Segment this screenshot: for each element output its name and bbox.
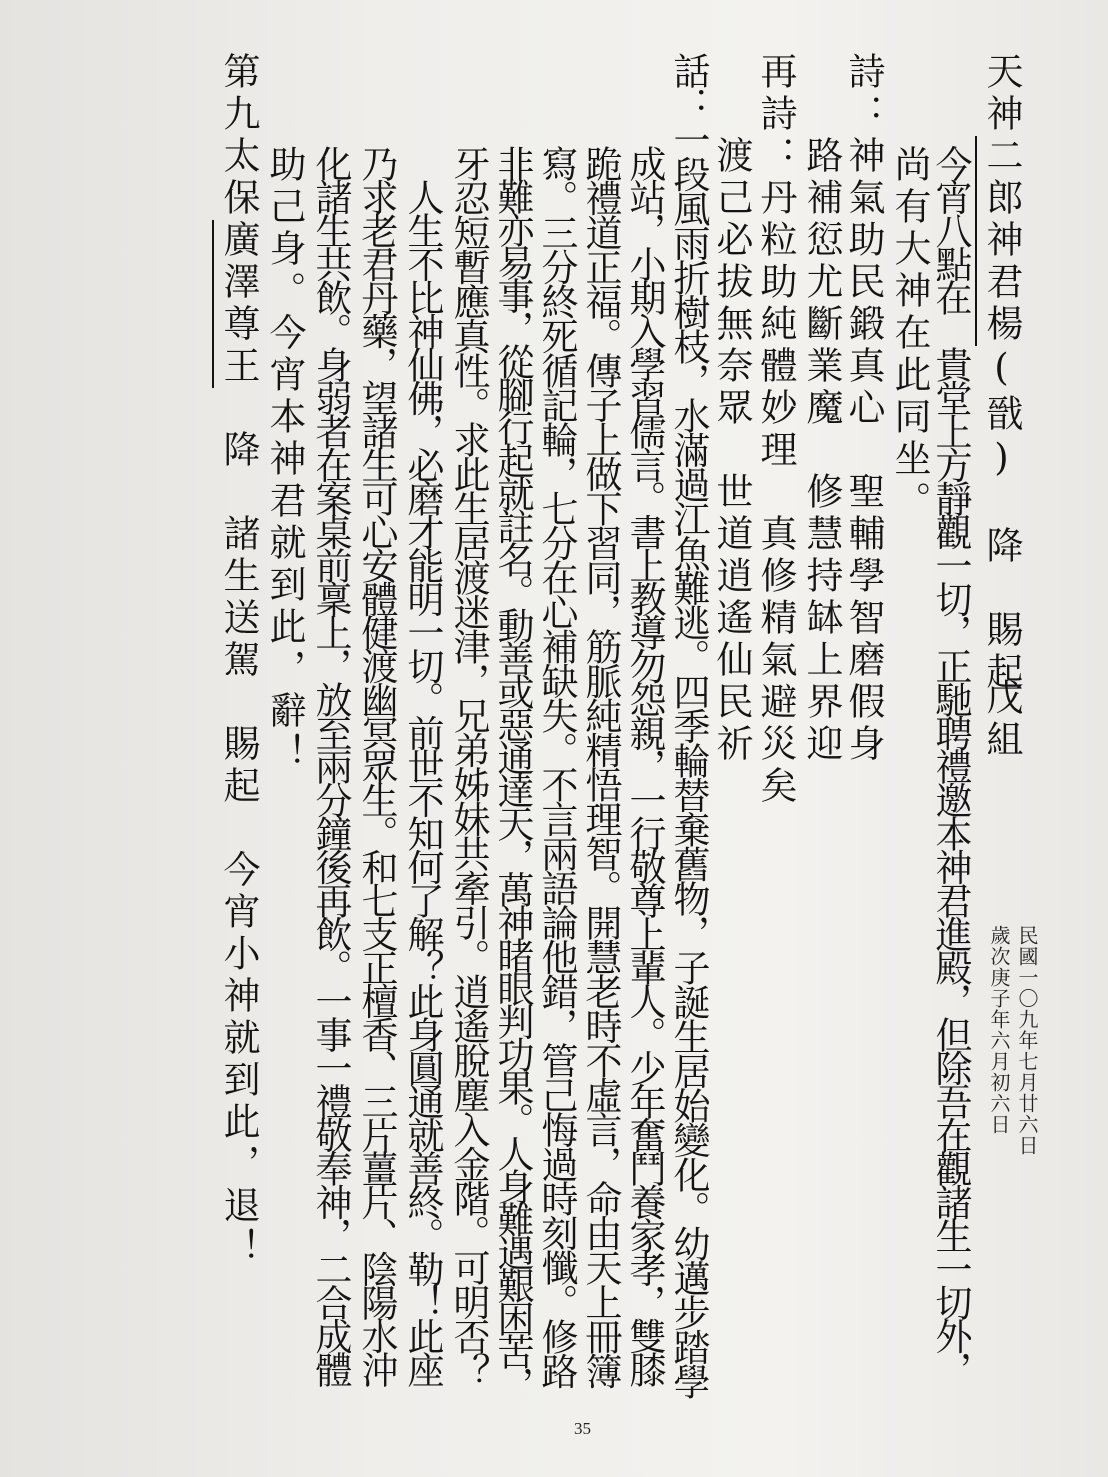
closing-column bbox=[217, 52, 260, 1270]
poem-column: 路補愆尤斷業魔 修慧持缽上界迎 bbox=[800, 52, 843, 766]
poem2-label-column: 再詩：丹粒助純體妙理 真修精氣避災矣 bbox=[754, 52, 797, 808]
deity-name-2: 廣澤尊王 bbox=[212, 220, 260, 388]
page-number: 35 bbox=[574, 1419, 591, 1438]
text-column: 牙忍短暫應真性。求此生居渡迷津，兄弟姊妹共牽引。逍遙脫塵入金階。可明否？ bbox=[447, 145, 490, 1387]
text-column: 今宵八點在 貴堂上方靜觀一切，正馳聘禮邀本神君進殿，但除吾在觀諸生一切外， bbox=[929, 145, 972, 1385]
text-column: 人生不比神仙佛，必磨才能明一切。前世不知何了解？此身圓通就善終。勒！此座 bbox=[401, 145, 444, 1385]
heading-descend: 降 賜起 bbox=[980, 484, 1023, 694]
deity-name: 二郎神君楊 bbox=[975, 136, 1023, 346]
text-column: 寫。三分終死循記輪，七分在心補缺失。不言兩語論他錯，管己悔過時刻懺。修路 bbox=[535, 145, 578, 1387]
heading-column bbox=[980, 52, 1023, 694]
date-gregorian: 民國一〇九年七月廿六日 bbox=[1015, 925, 1039, 1156]
deity-name-paren: (戩) bbox=[980, 346, 1023, 484]
date-lunar: 歲次庚子年六月初六日 bbox=[987, 925, 1011, 1135]
closing-text: 降 諸生送駕 賜起 今宵小神就到此，退！ bbox=[217, 388, 260, 1270]
text-column: 成站，小期入學習儒言。書上教導勿怨親，一行敬尊上輩人。少年奮鬥養家孝，雙膝 bbox=[623, 145, 666, 1385]
closing-prefix: 第九太保 bbox=[217, 52, 260, 220]
text-column: 乃求老君丹藥，望諸生可心安體健渡幽冥眾生。和七支正檀香、三片薑片、陰陽水沖 bbox=[355, 145, 398, 1385]
text-column: 跪禮道正福。傳子上做下習同，筋脈純精悟理智。開慧老時不虛言，命由天上冊簿 bbox=[579, 145, 622, 1387]
text-column: 非難亦易事，從腳行起就註名。動善或惡通達天，萬神睹眼判功果。人身難遇艱困苦， bbox=[491, 145, 534, 1399]
heading-prefix: 天神 bbox=[980, 52, 1023, 136]
text-column: 尚有大神在此同坐。 bbox=[888, 145, 931, 523]
poem2-column: 渡己必拔無奈眾 世道逍遙仙民祈 bbox=[710, 52, 753, 766]
text-column: 助己身。今宵本神君就到此，辭！ bbox=[263, 145, 306, 775]
poem-label-column: 詩：神氣助民鍛真心 聖輔學智磨假身 bbox=[842, 52, 885, 766]
group-label: 戊組 bbox=[980, 678, 1023, 762]
text-column: 化諸生共飲。身弱者在案桌前稟上，放至兩分鐘後再飲。一事一禮敬奉神，二合成體 bbox=[309, 145, 352, 1385]
speech-label-column: 話：一段風雨折樹枝，水滿過江魚難逃。四季輪替棄舊物，子誕生居始變化。幼邁步踏學 bbox=[667, 52, 710, 1398]
